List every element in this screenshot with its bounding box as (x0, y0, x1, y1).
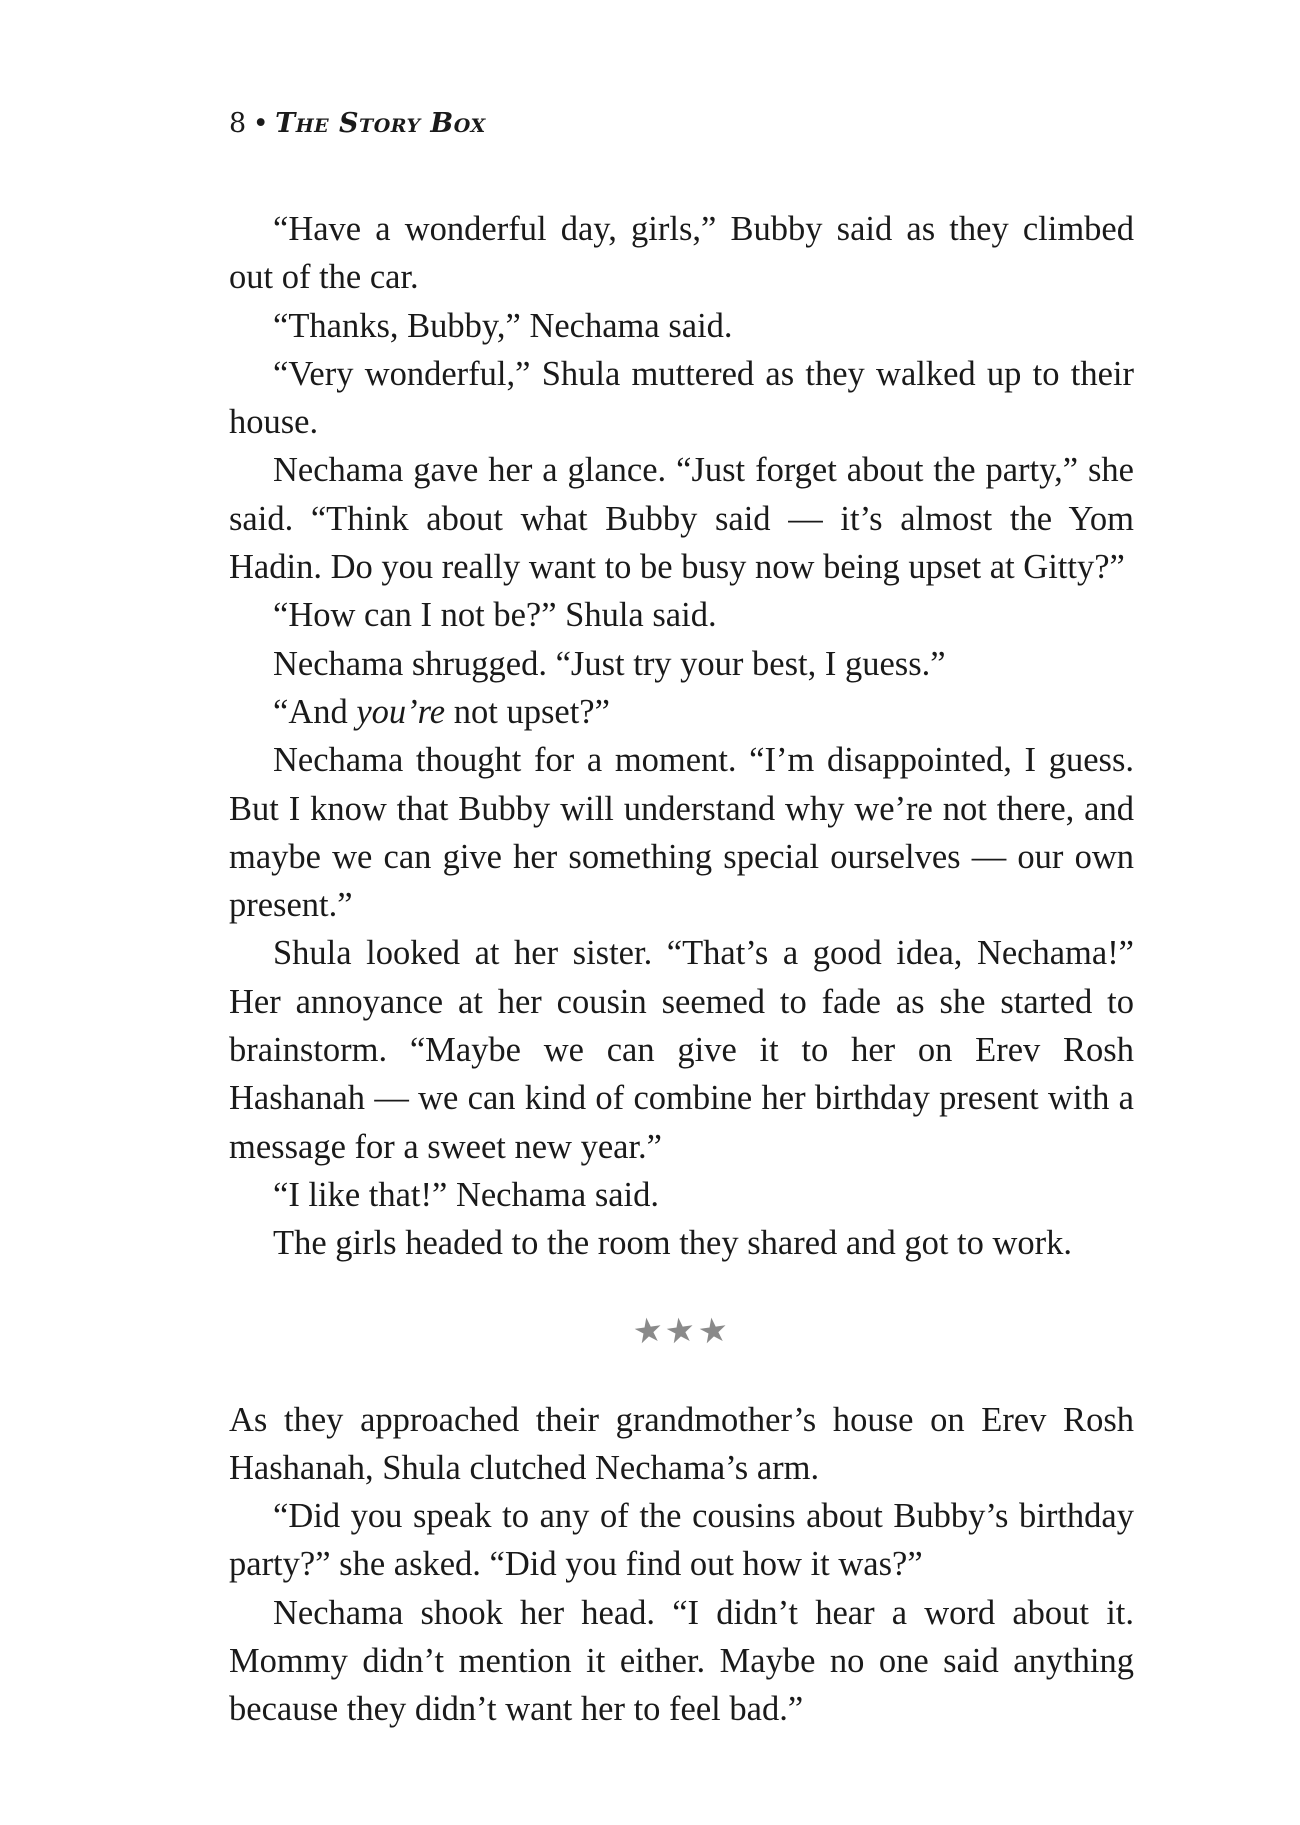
star-icon: ★ (630, 1309, 668, 1354)
star-icon: ★ (662, 1309, 701, 1354)
paragraph: “How can I not be?” Shula said. (273, 596, 717, 635)
paragraph: Nechama shook her head. “I didn’t hear a word about it. Mommy didn’t mention it either. Maybe no one said anything because they didn’t want her to feel bad.” (229, 1593, 1134, 1729)
paragraph: Nechama thought for a moment. “I’m disappointed, I guess. But I know that Bubby will understand why we’re not there, and maybe we can give her something special ourselves — our own present.” (229, 741, 1134, 925)
paragraph: “Have a wonderful day, girls,” Bubby said as they climbed out of the car. (229, 210, 1134, 297)
paragraph: “I like that!” Nechama said. (273, 1175, 660, 1214)
paragraph: “Thanks, Bubby,” Nechama said. (273, 306, 733, 345)
paragraph: The girls headed to the room they shared and got to work. (273, 1224, 1073, 1263)
paragraph (229, 688, 1134, 736)
body-text (229, 205, 1134, 1734)
running-head (229, 108, 486, 139)
paragraph: “Very wonderful,” Shula muttered as they walked up to their house. (229, 354, 1134, 442)
page-number: 8 (229, 108, 247, 139)
book-title: The Story Box (275, 108, 486, 139)
scene-break (229, 1268, 1134, 1396)
paragraph: Nechama gave her a glance. “Just forget about the party,” she said. “Think about what Bubby said — it’s almost the Yom Hadin. Do you really want to be busy now being upset at Gitty?” (229, 451, 1134, 587)
emphasized-text: you’re (356, 692, 446, 731)
paragraph-text: not upset?” (445, 692, 610, 731)
paragraph: “Did you speak to any of the cousins about Bubby’s birthday party?” she asked. “Did you find out how it was?” (229, 1497, 1134, 1584)
paragraph: Shula looked at her sister. “That’s a good idea, Nechama!” Her annoyance at her cousin seemed to fade as she started to brainstorm. “Maybe we can give it to her on Erev Rosh Hashanah — we can kind of combine her birthday present with a message for a sweet new year.” (229, 934, 1134, 1166)
star-icon: ★ (695, 1309, 733, 1354)
paragraph-text: “And (273, 692, 357, 731)
paragraph: Nechama shrugged. “Just try your best, I guess.” (273, 644, 946, 683)
paragraph: As they approached their grandmother’s house on Erev Rosh Hashanah, Shula clutched Nechama’s arm. (229, 1400, 1134, 1487)
header-separator: • (252, 108, 270, 139)
